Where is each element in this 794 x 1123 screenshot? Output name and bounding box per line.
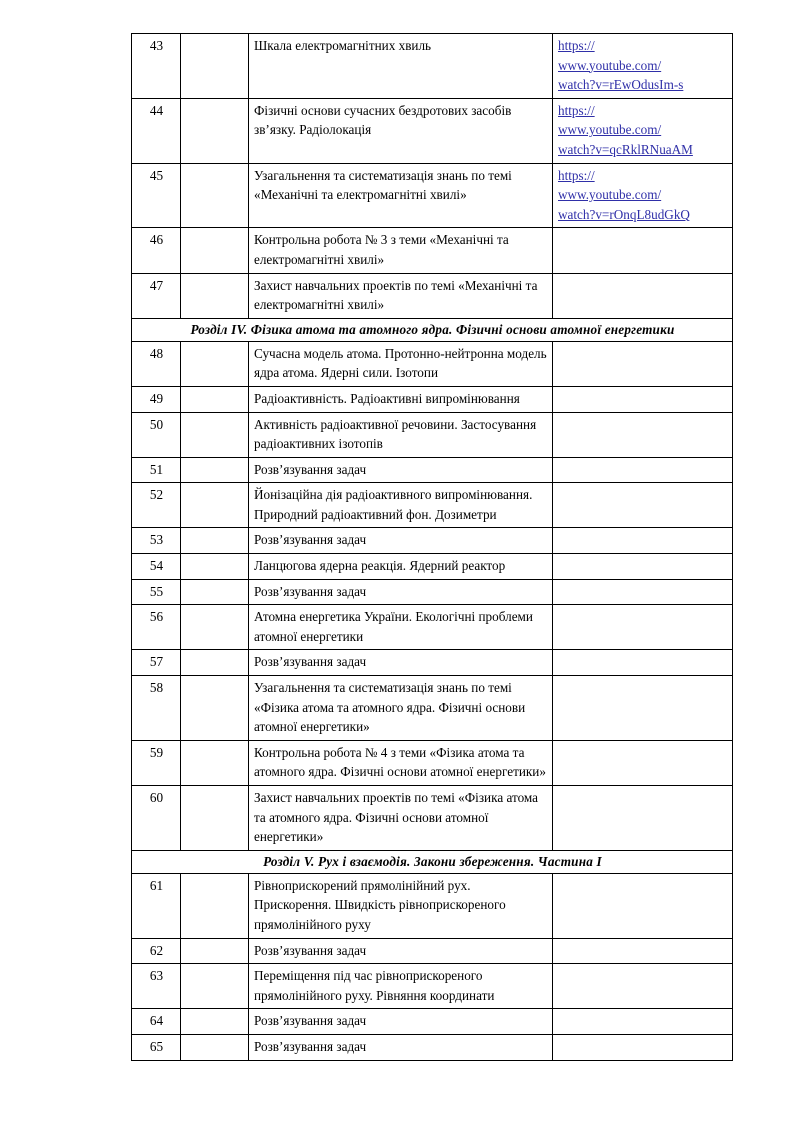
lesson-number-cell: 47 [132, 273, 181, 318]
table-row [132, 1009, 733, 1035]
lesson-number-cell: 64 [132, 1009, 181, 1035]
lesson-link-cell [553, 412, 733, 457]
lesson-link-cell [553, 528, 733, 554]
lesson-date-cell[interactable] [181, 483, 249, 528]
lesson-topic-cell: Розв’язування задач [249, 1009, 553, 1035]
lesson-topic-cell: Атомна енергетика України. Екологічні проблеми атомної енергетики [249, 605, 553, 650]
lesson-date-cell[interactable] [181, 163, 249, 228]
lesson-date-cell[interactable] [181, 676, 249, 741]
lesson-date-cell[interactable] [181, 1009, 249, 1035]
lesson-number-cell: 48 [132, 341, 181, 386]
lesson-date-cell[interactable] [181, 650, 249, 676]
table-row [132, 964, 733, 1009]
lesson-date-cell[interactable] [181, 740, 249, 785]
lesson-number-cell: 61 [132, 873, 181, 938]
section-title: Розділ V. Рух і взаємодія. Закони збереження. Частина I [132, 850, 733, 873]
youtube-link[interactable]: www.youtube.com/ [558, 187, 662, 203]
lesson-plan-table [131, 33, 733, 1061]
lesson-date-cell[interactable] [181, 528, 249, 554]
lesson-link-cell [553, 676, 733, 741]
section-header-row [132, 318, 733, 341]
table-body [132, 34, 733, 1061]
lesson-topic-cell: Розв’язування задач [249, 938, 553, 964]
lesson-date-cell[interactable] [181, 386, 249, 412]
lesson-link-cell [553, 1009, 733, 1035]
lesson-date-cell[interactable] [181, 34, 249, 99]
lesson-topic-cell: Сучасна модель атома. Протонно-нейтронна модель ядра атома. Ядерні сили. Ізотопи [249, 341, 553, 386]
lesson-link-cell [553, 579, 733, 605]
lesson-number-cell: 56 [132, 605, 181, 650]
lesson-date-cell[interactable] [181, 964, 249, 1009]
table-row [132, 98, 733, 163]
lesson-topic-cell: Узагальнення та систематизація знань по темі «Механічні та електромагнітні хвилі» [249, 163, 553, 228]
lesson-number-cell: 46 [132, 228, 181, 273]
lesson-topic-cell: Рівноприскорений прямолінійний рух. Прискорення. Швидкість рівноприскореного прямолінійного руху [249, 873, 553, 938]
table-row [132, 605, 733, 650]
lesson-topic-cell: Розв’язування задач [249, 579, 553, 605]
table-row [132, 528, 733, 554]
table-row [132, 34, 733, 99]
lesson-link-cell [553, 98, 733, 163]
lesson-number-cell: 51 [132, 457, 181, 483]
youtube-link[interactable]: watch?v=qcRklRNuaAM [558, 141, 693, 157]
lesson-topic-cell: Контрольна робота № 3 з теми «Механічні та електромагнітні хвилі» [249, 228, 553, 273]
section-header-row [132, 850, 733, 873]
lesson-link-cell [553, 386, 733, 412]
lesson-date-cell[interactable] [181, 1034, 249, 1060]
table-row [132, 873, 733, 938]
lesson-topic-cell: Радіоактивність. Радіоактивні випромінювання [249, 386, 553, 412]
lesson-topic-cell: Захист навчальних проектів по темі «Механічні та електромагнітні хвилі» [249, 273, 553, 318]
lesson-link-cell [553, 483, 733, 528]
lesson-link-cell [553, 34, 733, 99]
lesson-link-cell [553, 273, 733, 318]
lesson-topic-cell: Фізичні основи сучасних бездротових засобів зв’язку. Радіолокація [249, 98, 553, 163]
lesson-date-cell[interactable] [181, 273, 249, 318]
table-row [132, 786, 733, 851]
table-row [132, 938, 733, 964]
lesson-link-cell [553, 740, 733, 785]
lesson-link-cell [553, 873, 733, 938]
lesson-date-cell[interactable] [181, 341, 249, 386]
lesson-link-cell [553, 786, 733, 851]
lesson-date-cell[interactable] [181, 938, 249, 964]
lesson-number-cell: 52 [132, 483, 181, 528]
lesson-number-cell: 62 [132, 938, 181, 964]
lesson-number-cell: 43 [132, 34, 181, 99]
lesson-date-cell[interactable] [181, 786, 249, 851]
lesson-topic-cell: Активність радіоактивної речовини. Застосування радіоактивних ізотопів [249, 412, 553, 457]
youtube-link[interactable]: www.youtube.com/ [558, 57, 662, 73]
lesson-link-cell [553, 938, 733, 964]
lesson-date-cell[interactable] [181, 873, 249, 938]
lesson-topic-cell: Контрольна робота № 4 з теми «Фізика атома та атомного ядра. Фізичні основи атомної енергетики» [249, 740, 553, 785]
youtube-link[interactable]: watch?v=rEwOdusIm-s [558, 77, 684, 93]
lesson-date-cell[interactable] [181, 554, 249, 580]
lesson-topic-cell: Йонізаційна дія радіоактивного випромінювання. Природний радіоактивний фон. Дозиметри [249, 483, 553, 528]
lesson-link-cell [553, 457, 733, 483]
table-row [132, 740, 733, 785]
lesson-topic-cell: Шкала електромагнітних хвиль [249, 34, 553, 99]
lesson-date-cell[interactable] [181, 605, 249, 650]
lesson-link-cell [553, 341, 733, 386]
youtube-link[interactable]: watch?v=rOnqL8udGkQ [558, 206, 690, 222]
lesson-number-cell: 63 [132, 964, 181, 1009]
lesson-topic-cell: Захист навчальних проектів по темі «Фізика атома та атомного ядра. Фізичні основи атомної енергетики» [249, 786, 553, 851]
lesson-link-cell [553, 228, 733, 273]
table-row [132, 341, 733, 386]
table-row [132, 676, 733, 741]
lesson-number-cell: 57 [132, 650, 181, 676]
lesson-number-cell: 58 [132, 676, 181, 741]
lesson-number-cell: 50 [132, 412, 181, 457]
section-title: Розділ IV. Фізика атома та атомного ядра. Фізичні основи атомної енергетики [132, 318, 733, 341]
lesson-link-cell [553, 1034, 733, 1060]
lesson-number-cell: 59 [132, 740, 181, 785]
youtube-link[interactable]: https:// [558, 38, 595, 53]
lesson-number-cell: 45 [132, 163, 181, 228]
lesson-date-cell[interactable] [181, 98, 249, 163]
table-row [132, 579, 733, 605]
lesson-date-cell[interactable] [181, 228, 249, 273]
lesson-number-cell: 60 [132, 786, 181, 851]
lesson-link-cell [553, 650, 733, 676]
lesson-number-cell: 49 [132, 386, 181, 412]
table-row [132, 228, 733, 273]
lesson-link-cell [553, 554, 733, 580]
lesson-number-cell: 55 [132, 579, 181, 605]
lesson-link-cell [553, 605, 733, 650]
lesson-topic-cell: Переміщення під час рівноприскореного прямолінійного руху. Рівняння координати [249, 964, 553, 1009]
lesson-date-cell[interactable] [181, 457, 249, 483]
lesson-number-cell: 65 [132, 1034, 181, 1060]
lesson-topic-cell: Розв’язування задач [249, 650, 553, 676]
table-row [132, 273, 733, 318]
lesson-topic-cell: Розв’язування задач [249, 528, 553, 554]
table-row [132, 1034, 733, 1060]
lesson-number-cell: 44 [132, 98, 181, 163]
lesson-topic-cell: Узагальнення та систематизація знань по темі «Фізика атома та атомного ядра. Фізичні основи атомної енергетики» [249, 676, 553, 741]
lesson-link-cell [553, 163, 733, 228]
youtube-link[interactable]: www.youtube.com/ [558, 122, 662, 138]
table-row [132, 386, 733, 412]
lesson-topic-cell: Розв’язування задач [249, 1034, 553, 1060]
lesson-number-cell: 53 [132, 528, 181, 554]
table-row [132, 483, 733, 528]
table-row [132, 457, 733, 483]
lesson-topic-cell: Ланцюгова ядерна реакція. Ядерний реактор [249, 554, 553, 580]
youtube-link[interactable]: https:// [558, 167, 595, 183]
table-row [132, 650, 733, 676]
table-row [132, 554, 733, 580]
table-row [132, 412, 733, 457]
lesson-link-cell [553, 964, 733, 1009]
lesson-topic-cell: Розв’язування задач [249, 457, 553, 483]
lesson-date-cell[interactable] [181, 579, 249, 605]
lesson-number-cell: 54 [132, 554, 181, 580]
lesson-date-cell[interactable] [181, 412, 249, 457]
youtube-link[interactable]: https:// [558, 102, 595, 118]
table-row [132, 163, 733, 228]
